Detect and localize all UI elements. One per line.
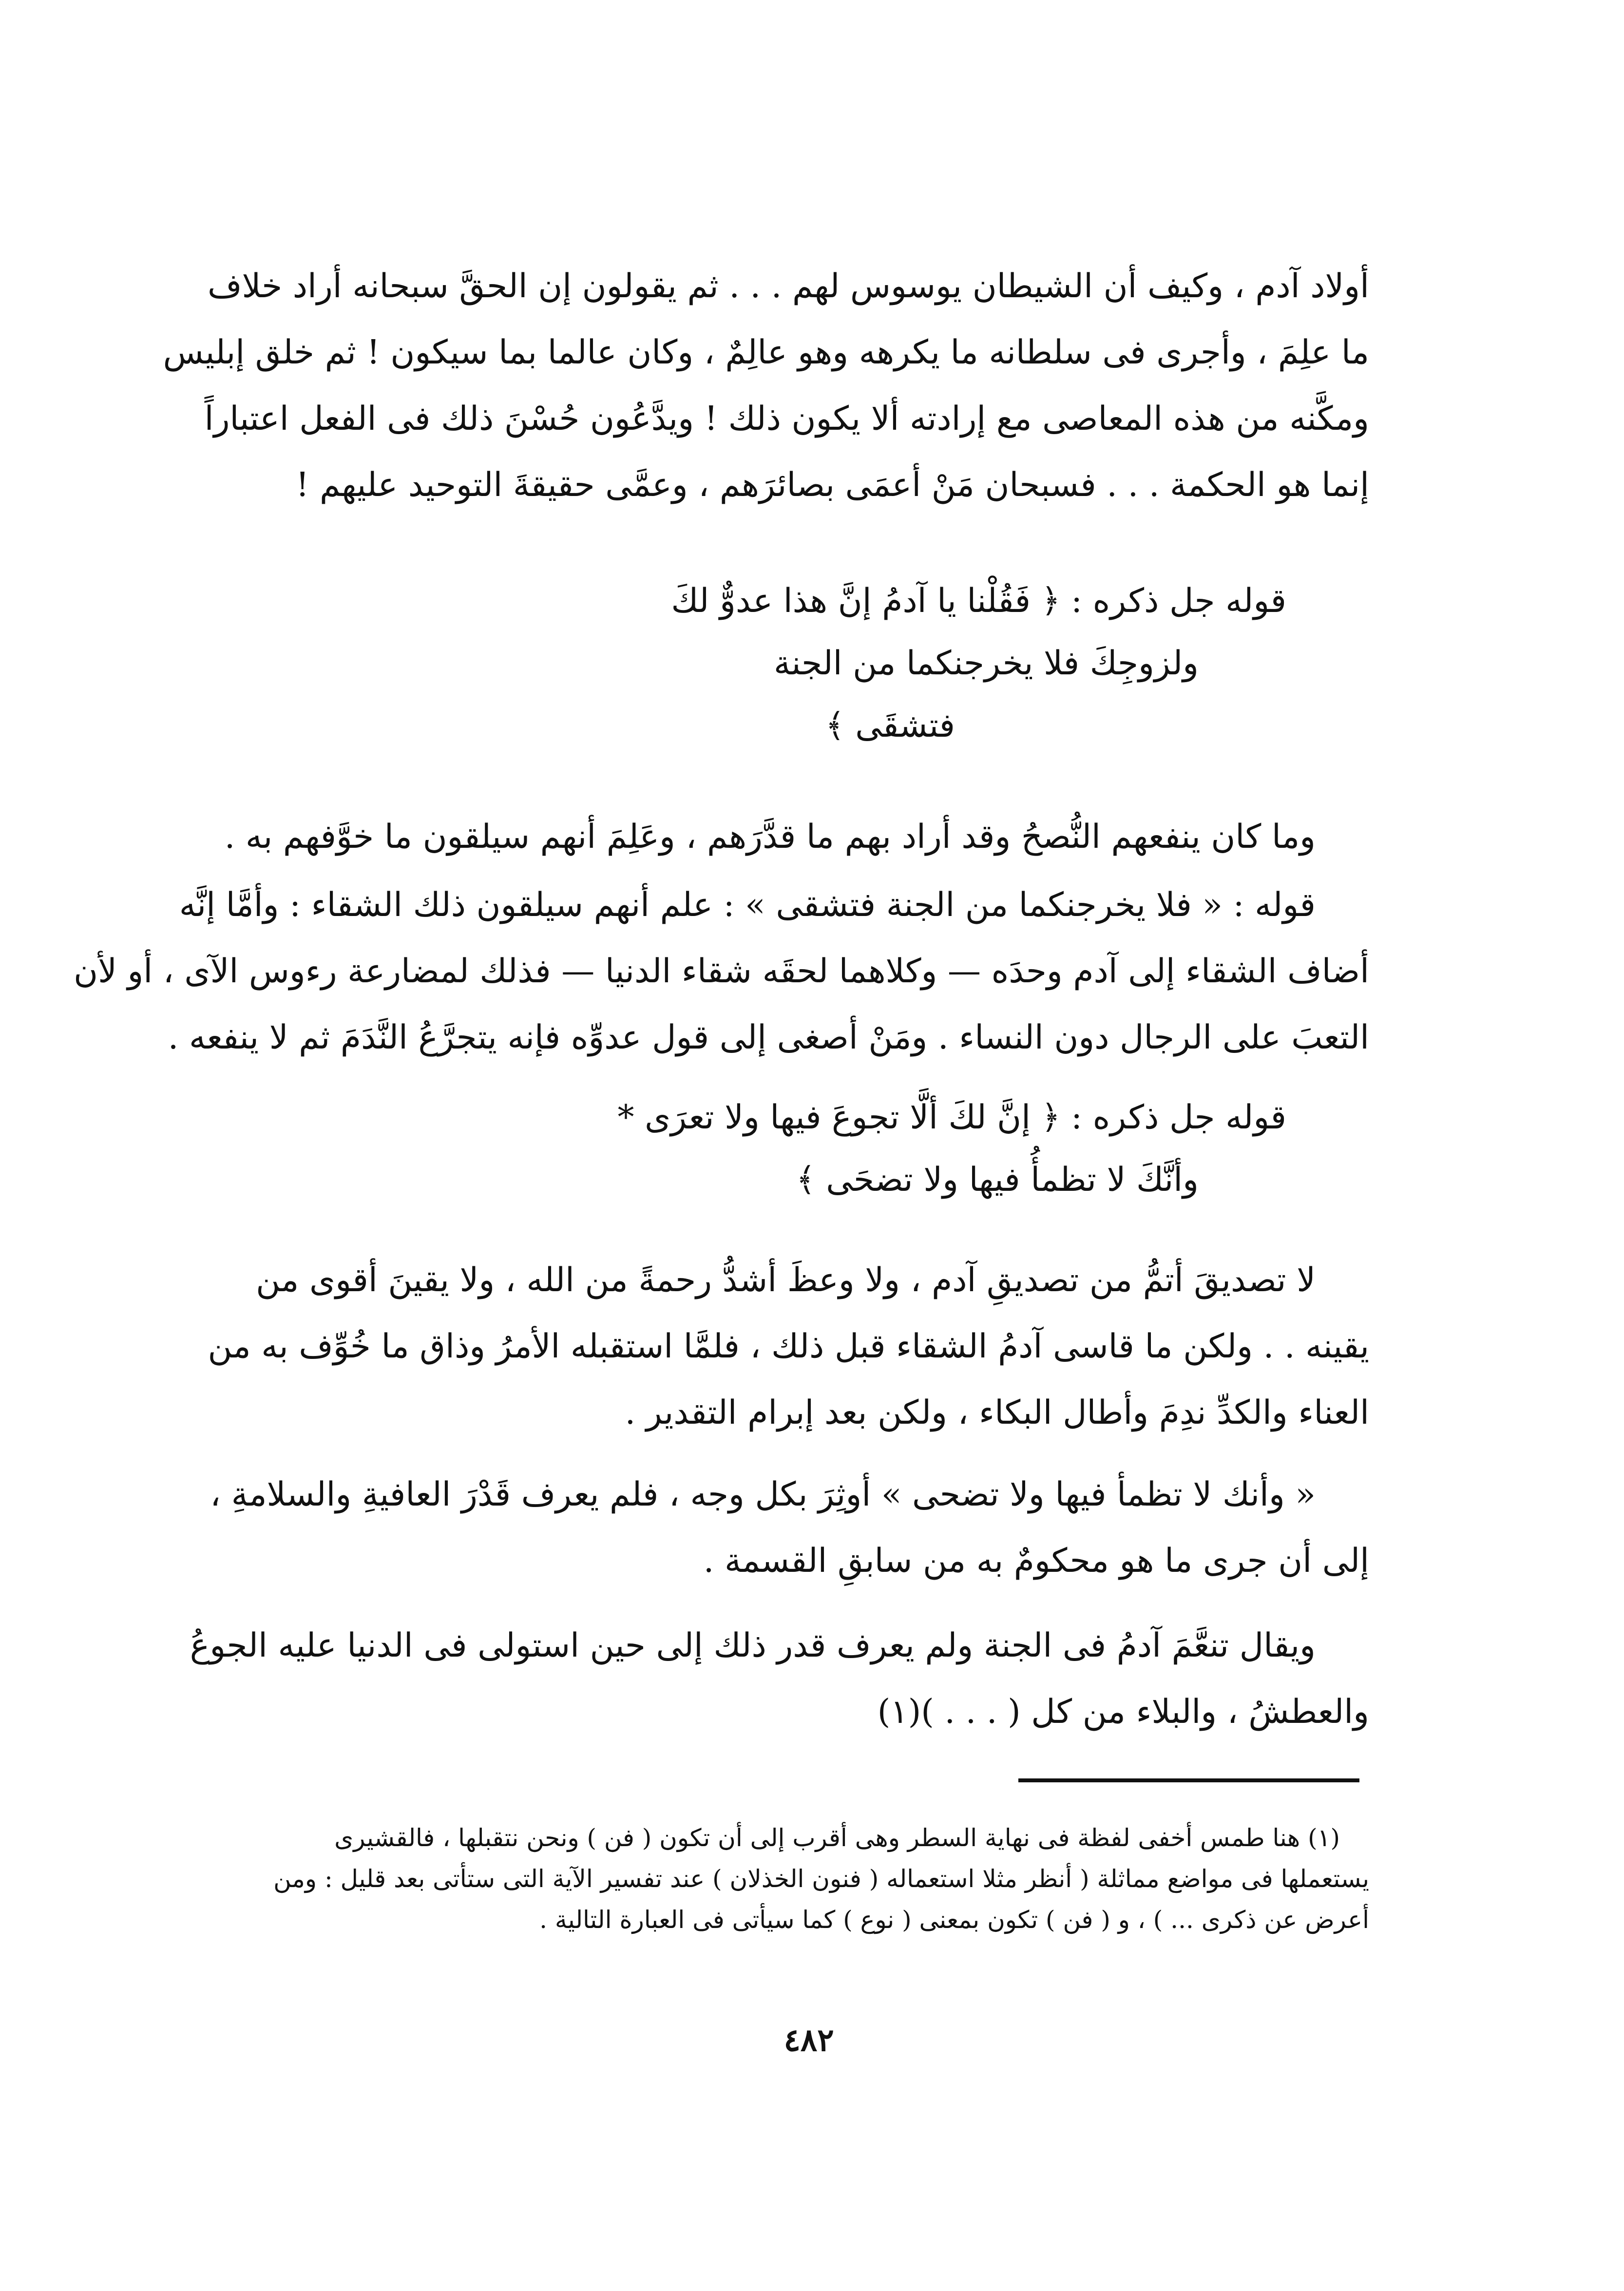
paragraph-line: لا تصديقَ أتمُّ من تصديقِ آدم ، ولا وعظَ أشدُّ رحمةً من الله ، ولا يقينَ أقوى من xyxy=(256,1261,1316,1299)
footnote-rule xyxy=(1018,1778,1359,1782)
page-number: ٤٨٢ xyxy=(783,2022,834,2059)
verse-line: فتشقَى ﴾ xyxy=(825,706,955,745)
paragraph-line: العناء والكدِّ ندِمَ وأطال البكاء ، ولكن بعد إبرام التقدير . xyxy=(625,1394,1369,1432)
paragraph-line: والعطشُ ، والبلاء من كل ( . . . )(١) xyxy=(877,1693,1369,1731)
paragraph-line: ويقال تنعَّمَ آدمُ فى الجنة ولم يعرف قدر ذلك إلى حين استولى فى الدنيا عليه الجوعُ xyxy=(190,1626,1316,1665)
verse-line: ولزوجِكَ فلا يخرجنكما من الجنة xyxy=(774,644,1199,683)
paragraph-2 xyxy=(224,804,1369,870)
verse-line: قوله جل ذكره : ﴿ إنَّ لكَ ألَّا تجوعَ فيها ولا تعرَى * xyxy=(617,1098,1286,1137)
paragraph-line: أولاد آدم ، وكيف أن الشيطان يوسوس لهم . . . ثم يقولون إن الحقَّ سبحانه أراد خلاف xyxy=(208,267,1369,305)
verse-block-1 xyxy=(507,570,1286,757)
footnote-line: أعرض عن ذكرى ... ) ، و ( فن ) تكون بمعنى ( نوع ) كما سيأتى فى العبارة التالية . xyxy=(539,1906,1369,1934)
paragraph-line: إلى أن جرى ما هو محكومٌ به من سابقِ القسمة . xyxy=(703,1542,1369,1580)
verse-line: وأنَّكَ لا تظمأُ فيها ولا تضحَى ﴾ xyxy=(796,1161,1199,1199)
paragraph-5 xyxy=(210,1462,1369,1594)
paragraph-line: يقينه . . ولكن ما قاسى آدمُ الشقاء قبل ذلك ، فلمَّا استقبله الأمرُ وذاق ما خُوِّف به من xyxy=(208,1327,1369,1366)
paragraph-3 xyxy=(74,872,1369,1071)
paragraph-4 xyxy=(208,1247,1369,1446)
paragraph-line: التعبَ على الرجال دون النساء . ومَنْ أصغى إلى قول عدوِّه فإنه يتجرَّعُ النَّدَمَ ثم لا ينفعه . xyxy=(168,1018,1369,1057)
paragraph-line: أضاف الشقاء إلى آدم وحدَه — وكلاهما لحقَه شقاء الدنيا — فذلك لمضارعة رءوس الآى ، أو لأن xyxy=(74,952,1369,991)
paragraph-line: إنما هو الحكمة . . . فسبحان مَنْ أعمَى بصائرَهم ، وعمَّى حقيقةَ التوحيد عليهم ! xyxy=(296,466,1369,504)
verse-block-2 xyxy=(487,1087,1286,1211)
paragraph-line: ومكَّنه من هذه المعاصى مع إرادته ألا يكون ذلك ! ويدَّعُون حُسْنَ ذلك فى الفعل اعتباراً xyxy=(204,400,1369,438)
footnote-line: يستعملها فى مواضع مماثلة ( أنظر مثلا استعماله ( فنون الخذلان ) عند تفسير الآية التى ستأتى بعد قليل : ومن xyxy=(273,1865,1369,1893)
paragraph-6 xyxy=(190,1613,1369,1745)
paragraph-line: قوله : « فلا يخرجنكما من الجنة فتشقى » : علم أنهم سيلقون ذلك الشقاء : وأمَّا إنَّه xyxy=(179,886,1316,924)
footnote-line: (١) هنا طمس أخفى لفظة فى نهاية السطر وهى أقرب إلى أن تكون ( فن ) ونحن نتقبلها ، فالقشيرى xyxy=(334,1824,1340,1852)
paragraph-1 xyxy=(163,253,1369,518)
paragraph-line: وما كان ينفعهم النُّصحُ وقد أراد بهم ما قدَّرَهم ، وعَلِمَ أنهم سيلقون ما خوَّفهم به . xyxy=(224,818,1316,856)
footnote xyxy=(273,1817,1369,1940)
paragraph-line: « وأنك لا تظمأ فيها ولا تضحى » أوثِرَ بكل وجه ، فلم يعرف قَدْرَ العافيةِ والسلامةِ ، xyxy=(210,1475,1316,1514)
paragraph-line: ما علِمَ ، وأجرى فى سلطانه ما يكرهه وهو عالِمٌ ، وكان عالما بما سيكون ! ثم خلق إبليس xyxy=(163,333,1369,372)
verse-line: قوله جل ذكره : ﴿ فَقُلْنا يا آدمُ إنَّ هذا عدوٌّ لكَ xyxy=(671,582,1286,620)
